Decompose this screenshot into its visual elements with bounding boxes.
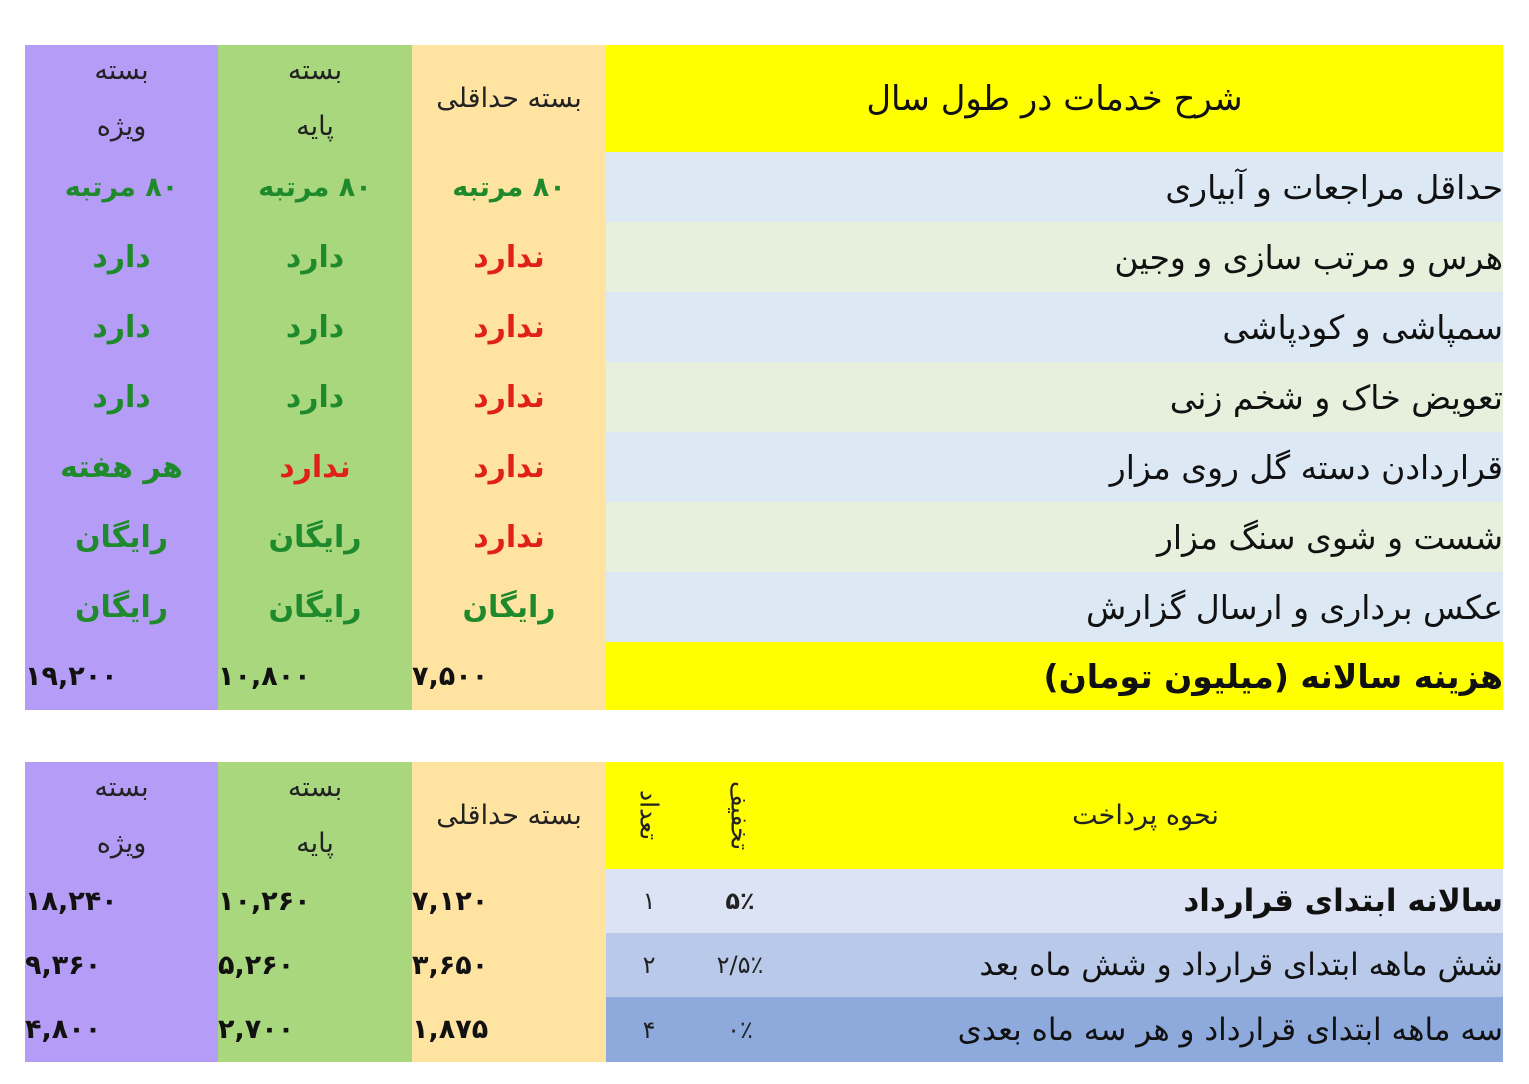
column-vizheh: [25, 45, 218, 710]
pay-column-min: [412, 762, 606, 1062]
pay-header-payeh-line2: پایه: [296, 827, 334, 859]
header-vizheh-line1: بسته: [94, 54, 149, 86]
pay-min-quarterly: ۱,۸۷۵: [412, 1014, 489, 1045]
row-label-spraying: سمپاشی و کودپاشی: [606, 292, 1503, 362]
cell-vizheh-pruning: دارد: [92, 239, 151, 275]
cell-payeh-photo: رایگان: [268, 589, 362, 625]
cell-min-flowers: ندارد: [473, 449, 545, 485]
row-label-pruning: هرس و مرتب سازی و وجین: [606, 222, 1503, 292]
cell-min-visits: ۸۰ مرتبه: [452, 171, 566, 203]
cell-payeh-flowers: ندارد: [279, 449, 351, 485]
count-quarterly: ۴: [642, 1015, 656, 1044]
pay-column-vizheh: [25, 762, 218, 1062]
count-semiannual: ۲: [642, 951, 656, 979]
cell-vizheh-washing: رایگان: [74, 519, 169, 555]
payment-row-annual: [606, 869, 1503, 933]
count-header: تعداد: [634, 790, 664, 841]
count-header-cell: [606, 762, 692, 869]
cell-payeh-visits: ۸۰ مرتبه: [258, 171, 372, 203]
pay-header-vizheh-line2: ویژه: [96, 827, 147, 859]
header-vizheh-line2: ویژه: [96, 110, 147, 142]
row-label-flowers: قراردادن دسته گل روی مزار: [606, 432, 1503, 502]
pay-header-payeh-line1: بسته: [287, 771, 343, 803]
cell-payeh-spraying: دارد: [285, 309, 345, 345]
pay-header-payeh: [218, 762, 412, 869]
pay-column-description: [606, 762, 1503, 1062]
cell-vizheh-spraying: دارد: [92, 309, 151, 345]
pay-vizheh-quarterly: ۴,۸۰۰: [25, 1014, 102, 1045]
pay-vizheh-annual: ۱۸,۲۴۰: [25, 885, 118, 917]
payment-row-quarterly: [606, 997, 1503, 1062]
row-label-washing: شست و شوی سنگ مزار: [606, 502, 1503, 572]
discount-header-cell: [692, 762, 788, 869]
pay-payeh-semiannual: ۵,۲۶۰: [218, 949, 295, 981]
cell-min-photo: رایگان: [462, 589, 556, 625]
column-description: [606, 45, 1503, 710]
cell-vizheh-soil: دارد: [92, 379, 151, 415]
cell-min-pruning: ندارد: [473, 239, 545, 275]
cell-min-soil: ندارد: [473, 379, 545, 415]
discount-semiannual: ۲/۵٪: [716, 951, 764, 979]
payment-header: [606, 762, 1503, 869]
label-quarterly: سه ماهه ابتدای قرارداد و هر سه ماه بعدی: [957, 1011, 1503, 1048]
label-annual: سالانه ابتدای قرارداد: [1183, 883, 1503, 919]
header-payeh-line2: پایه: [296, 110, 334, 142]
services-table: [25, 45, 1503, 710]
discount-header: تخفیف: [725, 780, 755, 851]
row-label-soil: تعویض خاک و شخم زنی: [606, 362, 1503, 432]
discount-annual: ۵٪: [725, 887, 755, 915]
payment-title: نحوه پرداخت: [1072, 800, 1219, 831]
header-min: بسته حداقلی: [436, 83, 582, 114]
cell-payeh-total: ۱۰,۸۰۰: [218, 660, 311, 692]
count-annual: ۱: [642, 887, 656, 915]
header-vizheh: [25, 45, 218, 152]
pay-min-annual: ۷,۱۲۰: [412, 885, 489, 917]
column-min: [412, 45, 606, 710]
row-label-total: هزینه سالانه (میلیون تومان): [606, 642, 1503, 710]
payment-row-semiannual: [606, 933, 1503, 997]
pay-header-vizheh-line1: بسته: [94, 771, 149, 803]
header-payeh-line1: بسته: [287, 54, 343, 86]
cell-vizheh-photo: رایگان: [74, 589, 169, 625]
cell-payeh-pruning: دارد: [285, 239, 345, 275]
cell-payeh-washing: رایگان: [268, 519, 362, 555]
cell-vizheh-total: ۱۹,۲۰۰: [25, 660, 118, 692]
pay-min-semiannual: ۳,۶۵۰: [412, 949, 489, 981]
pay-payeh-quarterly: ۲,۷۰۰: [218, 1014, 295, 1045]
cell-vizheh-visits: ۸۰ مرتبه: [64, 171, 179, 203]
pay-header-min: بسته حداقلی: [436, 800, 582, 831]
row-label-visits: حداقل مراجعات و آبیاری: [606, 152, 1503, 222]
cell-payeh-soil: دارد: [285, 379, 345, 415]
column-payeh: [218, 45, 412, 710]
cell-vizheh-flowers: هر هفته: [60, 449, 183, 485]
services-title: شرح خدمات در طول سال: [606, 45, 1503, 152]
cell-min-washing: ندارد: [473, 519, 545, 555]
cell-min-total: ۷,۵۰۰: [412, 660, 489, 692]
payment-table: [25, 762, 1503, 1062]
cell-min-spraying: ندارد: [473, 309, 545, 345]
pay-payeh-annual: ۱۰,۲۶۰: [218, 885, 311, 917]
discount-quarterly: ۰٪: [727, 1015, 753, 1044]
pay-vizheh-semiannual: ۹,۳۶۰: [25, 949, 102, 981]
label-semiannual: شش ماهه ابتدای قرارداد و شش ماه بعد: [979, 947, 1503, 983]
row-label-photo: عکس برداری و ارسال گزارش: [606, 572, 1503, 642]
pay-column-payeh: [218, 762, 412, 1062]
header-payeh: [218, 45, 412, 152]
pay-header-vizheh: [25, 762, 218, 869]
